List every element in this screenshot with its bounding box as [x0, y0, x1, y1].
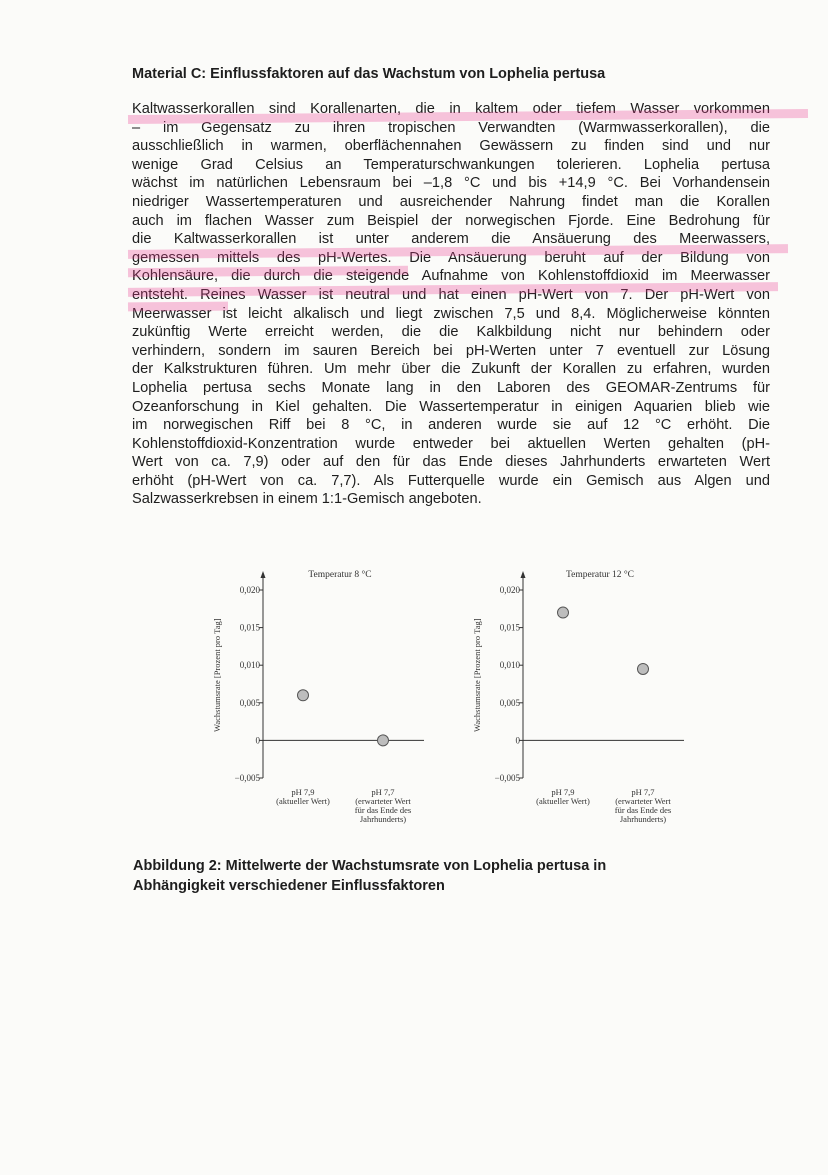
y-tick-label: 0 — [515, 735, 520, 746]
x-category-label: pH 7,9 — [291, 787, 315, 797]
y-tick-label: 0,015 — [239, 622, 260, 633]
caption-line: Abhängigkeit verschiedener Einflussfaktoren — [133, 878, 445, 894]
paragraph-line: Salzwasserkrebsen in einem 1:1-Gemisch angeboten. — [132, 491, 482, 508]
paragraph-line: entsteht. Reines Wasser ist neutral und hat einen pH-Wert von 7. Der pH-Wert von — [132, 286, 770, 303]
page-title: Material C: Einflussfaktoren auf das Wachstum von Lophelia pertusa — [132, 66, 606, 82]
paragraph-line: erhöht (pH-Wert von ca. 7,7). Als Futterquelle wurde ein Gemisch aus Algen und — [132, 472, 770, 489]
chart-title: Temperatur 12 °C — [565, 570, 635, 580]
y-tick-label: 0,010 — [499, 660, 520, 671]
y-axis-arrow — [521, 571, 526, 578]
x-category-label: für das Ende des — [354, 805, 412, 815]
chart-temperature-8 — [200, 560, 440, 840]
data-point — [558, 607, 569, 618]
y-tick-label: 0,005 — [499, 697, 520, 708]
x-category-label: für das Ende des — [614, 805, 672, 815]
x-category-label: (aktueller Wert) — [536, 796, 590, 806]
paragraph-line: niedriger Wassertemperaturen und ausreichender Nahrung findet man die Korallen — [132, 193, 770, 210]
x-category-label: pH 7,7 — [371, 787, 395, 797]
y-tick-label: −0,005 — [234, 773, 260, 783]
caption-line: Abbildung 2: Mittelwerte der Wachstumsrate von Lophelia pertusa in — [133, 858, 607, 874]
y-axis-label: Wachstumsrate [Prozent pro Tag] — [472, 618, 482, 732]
figure-caption — [133, 856, 733, 896]
data-point — [378, 735, 389, 746]
paragraph-line: Wert von ca. 7,9) oder auf den für das Ende dieses Jahrhunderts erwarteten Wert — [132, 454, 770, 471]
paragraph-line: – im Gegensatz zu ihren tropischen Verwandten (Warmwasserkorallen), die — [132, 119, 770, 136]
x-category-label: Jahrhunderts) — [619, 814, 667, 824]
x-category-label: pH 7,9 — [551, 787, 575, 797]
y-tick-label: −0,005 — [494, 773, 520, 783]
y-tick-label: 0,015 — [499, 622, 520, 633]
paragraph-line: wenige Grad Celsius an Temperaturschwankungen tolerieren. Lophelia pertusa — [132, 156, 770, 173]
x-category-label: (erwarteter Wert — [355, 796, 411, 806]
y-tick-label: 0,010 — [239, 660, 260, 671]
chart-title: Temperatur 8 °C — [308, 570, 372, 580]
paragraph-line: wächst im natürlichen Lebensraum bei –1,8 °C und bis +14,9 °C. Bei Vorhandensein — [132, 175, 770, 192]
y-axis-arrow — [261, 571, 266, 578]
paragraph-line: Ozeanforschung in Kiel gehalten. Die Wassertemperatur in einigen Aquarien blieb wie — [132, 398, 770, 415]
data-point — [638, 663, 649, 674]
y-axis-label: Wachstumsrate [Prozent pro Tag] — [212, 618, 222, 732]
y-tick-label: 0,020 — [239, 585, 260, 595]
paragraph-line: im norwegischen Riff bei 8 °C, in anderen wurde sie auf 12 °C erhöht. Die — [132, 417, 770, 434]
x-category-label: (aktueller Wert) — [276, 796, 330, 806]
paragraph-line: Meerwasser ist leicht alkalisch und liegt zwischen 7,5 und 8,4. Möglicherweise könnten — [132, 305, 770, 322]
paragraph-line: Kohlenstoffdioxid-Konzentration wurde entweder bei aktuellen Werten gehalten (pH- — [132, 435, 770, 452]
y-tick-label: 0,020 — [499, 585, 520, 595]
paragraph-line: der Kalkstrukturen führen. Um mehr über die Zukunft der Korallen zu erfahren, wurden — [132, 361, 770, 378]
y-tick-label: 0,005 — [239, 697, 260, 708]
x-category-label: pH 7,7 — [631, 787, 655, 797]
paragraph-line: zukünftig Werte erreicht werden, die die Kalkbildung nicht nur behindern oder — [132, 324, 770, 341]
x-category-label: (erwarteter Wert — [615, 796, 671, 806]
paragraph-line: verhindern, sondern im sauren Bereich bei pH-Werten unter 7 eventuell zur Lösung — [132, 342, 770, 359]
paragraph-line: ausschließlich in warmen, oberflächennahen Gewässern zu finden sind und nur — [132, 138, 770, 155]
data-point — [298, 690, 309, 701]
paragraph-line: auch im flachen Wasser zum Beispiel der norwegischen Fjorde. Eine Bedrohung für — [132, 212, 770, 229]
y-tick-label: 0 — [255, 735, 260, 746]
paragraph-line: Lophelia pertusa sechs Monate lang in den Laboren des GEOMAR-Zentrums für — [132, 379, 770, 396]
body-paragraph — [132, 100, 770, 509]
chart-temperature-12 — [460, 560, 700, 840]
paragraph-line: Kohlensäure, die durch die steigende Aufnahme von Kohlenstoffdioxid im Meerwasser — [132, 268, 770, 285]
paragraph-line: Kaltwasserkorallen sind Korallenarten, die in kaltem oder tiefem Wasser vorkommen — [132, 101, 770, 117]
paragraph-line: gemessen mittels des pH-Wertes. Die Ansäuerung beruht auf der Bildung von — [132, 249, 770, 266]
x-category-label: Jahrhunderts) — [359, 814, 407, 824]
paragraph-line: die Kaltwasserkorallen ist unter anderem die Ansäuerung des Meerwassers, — [132, 231, 770, 248]
